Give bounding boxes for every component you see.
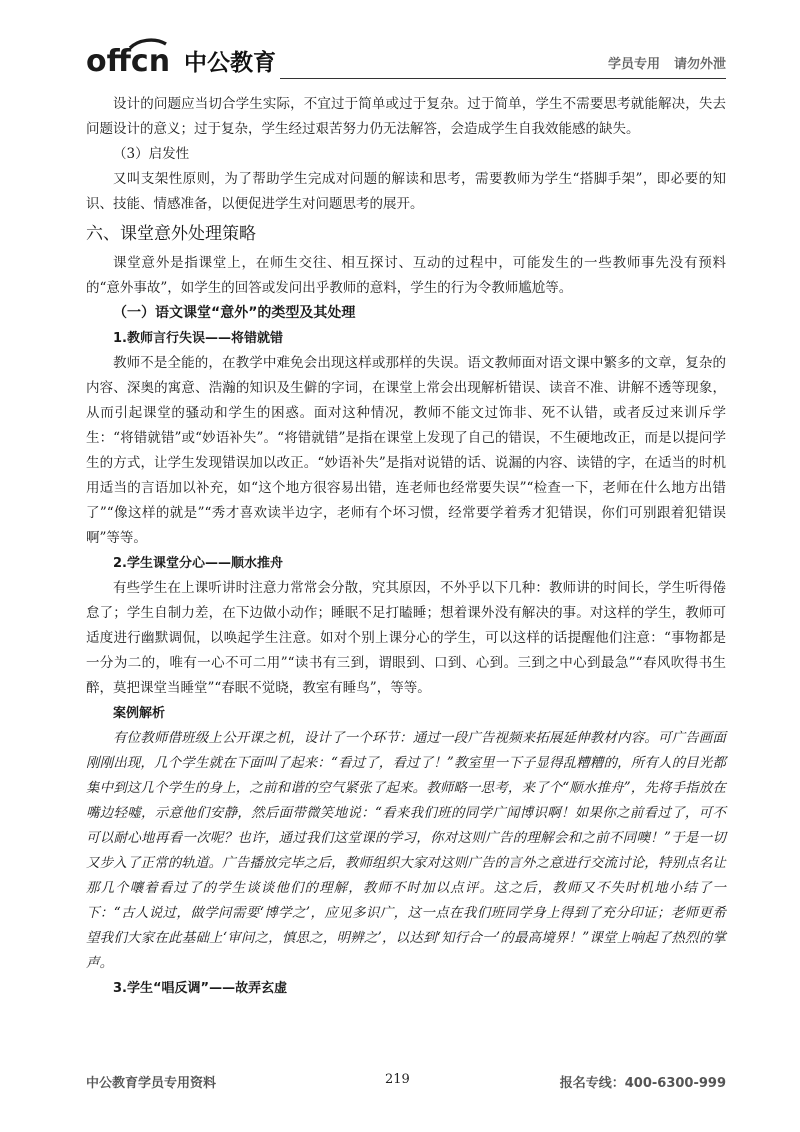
page-number: 219 bbox=[385, 1072, 410, 1087]
header-tags bbox=[594, 53, 726, 72]
heuristic-label: （3）启发性 bbox=[113, 146, 190, 162]
footer-hotline: 报名专线：400-6300-999 bbox=[559, 1076, 726, 1091]
item2-heading: 2.学生课堂分心——顺水推舟 bbox=[113, 556, 283, 571]
page-content bbox=[86, 92, 726, 1001]
offcn-logo bbox=[86, 38, 276, 78]
offcn-wordmark-icon bbox=[86, 38, 178, 78]
item3-heading: 3.学生“唱反调”——故弄玄虚 bbox=[113, 981, 288, 996]
case-heading: 案例解析 bbox=[113, 706, 166, 721]
paragraph-student-distraction: 有些学生在上课听讲时注意力常常会分散，究其原因，不外乎以下几种：教师讲的时间长，学生听得倦怠了；学生自制力差，在下边做小动作；睡眠不足打瞌睡；想着课外没有解决的事。对这样的学生，教师可适度进行幽默调侃，以唤起学生注意。如对个别上课分心的学生，可以这样的话提醒他们注意：“事物都是一分为二的，唯有一心不可二用”“读书有三到，谓眼到、口到、心到。三到之中心到最急”“春风吹得书生醉，莫把课堂当睡堂”“春眠不觉晓，教室有睡鸟”，等等。 bbox=[86, 580, 726, 696]
paragraph-case-study: 有位教师借班级上公开课之机，设计了一个环节：通过一段广告视频来拓展延伸教材内容。可广告画面刚刚出现，几个学生就在下面叫了起来：“看过了，看过了！”教室里一下子显得乱糟糟的，所有人的目光都集中到这几个学生的身上，之前和谐的空气紧张了起来。教师略一思考，来了个“顺水推舟”，先将手指放在嘴边轻嘘，示意他们安静，然后面带微笑地说：“看来我们班的同学广闻博识啊！如果你之前看过了，可不可以耐心地再看一次呢？也许，通过我们这堂课的学习，你对这则广告的理解会和之前不同噢！”于是一切又步入了正常的轨道。广告播放完毕之后，教师组织大家对这则广告的言外之意进行交流讨论，特别点名让那几个嚷着看过了的学生谈谈他们的理解，教师不时加以点评。这之后，教师又不失时机地小结了一下：“古人说过，做学问需要‘博学之’，应见多识广，这一点在我们班同学身上得到了充分印证；老师更希望我们大家在此基础上‘审问之，慎思之，明辨之’，以达到‘知行合一’的最高境界！”课堂上响起了热烈的掌声。 bbox=[86, 730, 726, 971]
footer-source: 中公教育学员专用资料 bbox=[86, 1076, 217, 1091]
tag-students-only: 学员专用 bbox=[607, 57, 660, 72]
brand-name: 中公教育 bbox=[184, 50, 276, 76]
paragraph-problem-design: 设计的问题应当切合学生实际，不宜过于简单或过于复杂。过于简单，学生不需要思考就能解决，失去问题设计的意义；过于复杂，学生经过艰苦努力仍无法解答，会造成学生自我效能感的缺失。 bbox=[86, 96, 726, 137]
section-heading: 六、课堂意外处理策略 bbox=[86, 224, 256, 244]
paragraph-classroom-accident: 课堂意外是指课堂上，在师生交往、相互探讨、互动的过程中，可能发生的一些教师事先没有预料的“意外事故”，如学生的回答或发问出乎教师的意料，学生的行为令教师尴尬等。 bbox=[86, 255, 726, 296]
paragraph-scaffolding: 又叫支架性原则，为了帮助学生完成对问题的解读和思考，需要教师为学生“搭脚手架”，即必要的知识、技能、情感准备，以便促进学生对问题思考的展开。 bbox=[86, 171, 726, 212]
logo-wordmark-text: offcn bbox=[86, 44, 171, 78]
subsection-heading: （一）语文课堂“意外”的类型及其处理 bbox=[113, 305, 356, 321]
header-rule bbox=[280, 78, 726, 79]
page-header bbox=[86, 34, 726, 86]
tag-confidential: 请勿外泄 bbox=[673, 57, 726, 72]
item1-heading: 1.教师言行失误——将错就错 bbox=[113, 331, 283, 346]
page-footer bbox=[86, 1072, 726, 1096]
paragraph-teacher-mistake: 教师不是全能的，在教学中难免会出现这样或那样的失误。语文教师面对语文课中繁多的文章，复杂的内容、深奥的寓意、浩瀚的知识及生僻的字词，在课堂上常会出现解析错误、读音不准、讲解不透等现象，从而引起课堂的骚动和学生的困惑。面对这种情况，教师不能文过饰非、死不认错，或者反过来训斥学生：“将错就错”或“妙语补失”。“将错就错”是指在课堂上发现了自己的错误，不生硬地改正，而是以提问学生的方式，让学生发现错误加以改正。“妙语补失”是指对说错的话、说漏的内容、读错的字，在适当的时机用适当的言语加以补充，如“这个地方很容易出错，连老师也经常要失误”“检查一下，老师在什么地方出错了”“像这样的就是”“秀才喜欢读半边字，老师有个坏习惯，经常要学着秀才犯错误，你们可别跟着犯错误啊”等等。 bbox=[86, 355, 726, 546]
